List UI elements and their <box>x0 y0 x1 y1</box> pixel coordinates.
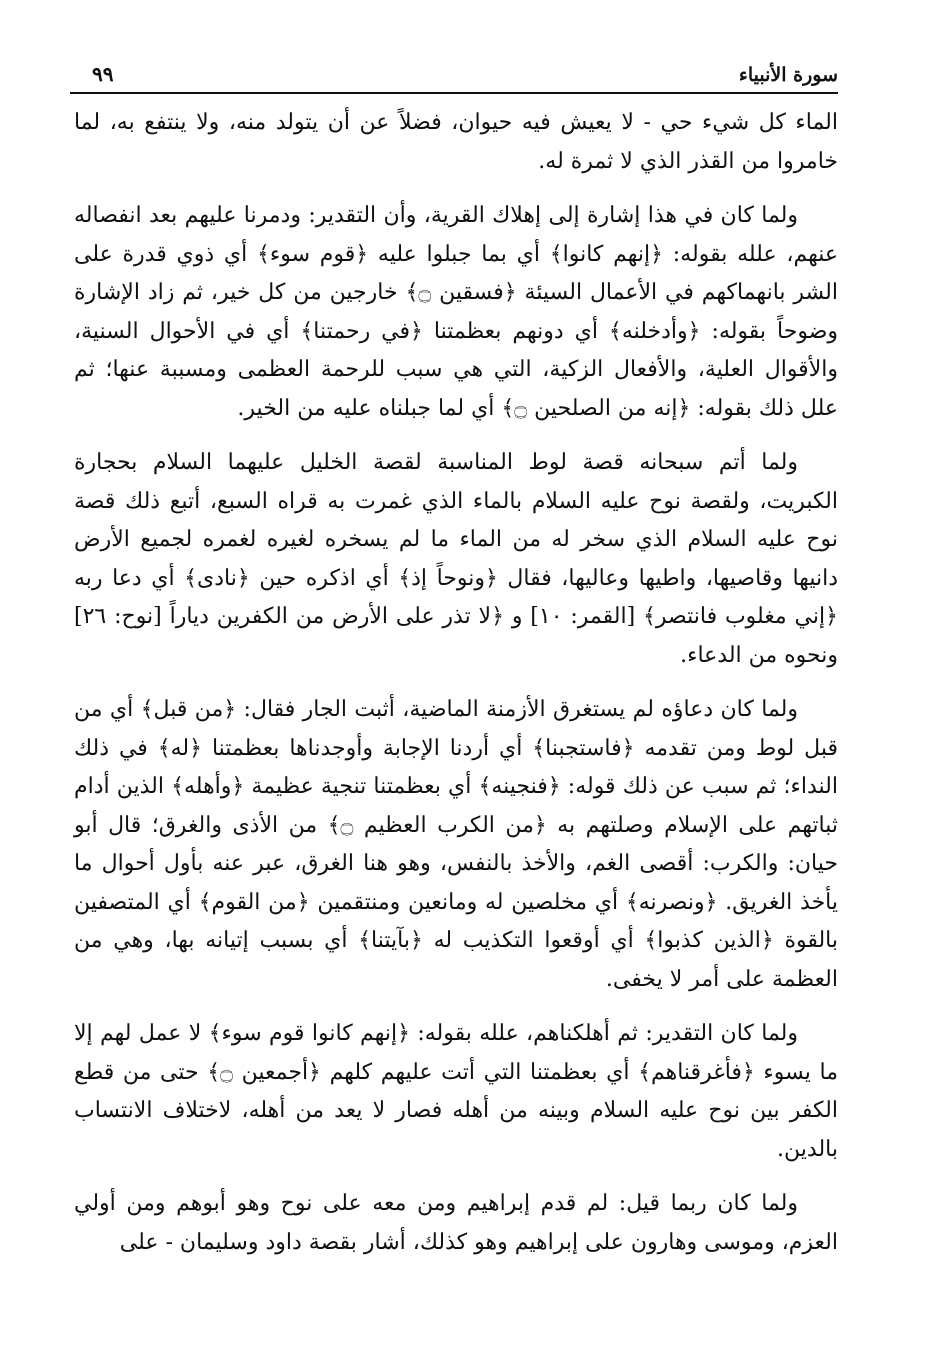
main-text <box>74 104 838 1278</box>
paragraph: ولما أتم سبحانه قصة لوط المناسبة لقصة الخليل عليهما السلام بحجارة الكبريت، ولقصة نوح عليه السلام بالماء الذي غمرت به قراه السبع، أتبع ذلك قصة نوح عليه السلام الذي سخر له من الماء ما لم يسخره لغيره لغمره لجميع الأرض دانيها وقاصيها، واطيها وعاليها، فقال ﴿ونوحاً إذ﴾ أي اذكره حين ﴿نادى﴾ أي دعا ربه ﴿إني مغلوب فانتصر﴾ [القمر: ١٠] و ﴿لا تذر على الأرض من الكفرين دياراً [نوح: ٢٦] ونحوه من الدعاء. <box>74 450 838 668</box>
page-number: ٩٩ <box>92 62 114 86</box>
paragraph: ولما كان في هذا إشارة إلى إهلاك القرية، وأن التقدير: ودمرنا عليهم بعد انفصاله عنهم، علله بقوله: ﴿إنهم كانوا﴾ أي بما جبلوا عليه ﴿قوم سوء﴾ أي ذوي قدرة على الشر بانهماكهم في الأعمال السيئة ﴿فسقين ۝﴾ خارجين من كل خير، ثم زاد الإشارة وضوحاً بقوله: ﴿وأدخلنه﴾ أي دونهم بعظمتنا ﴿في رحمتنا﴾ أي في الأحوال السنية، والأقوال العلية، والأفعال الزكية، التي هي سبب للرحمة العظمى ومسببة عنها؛ ثم علل ذلك بقوله: ﴿إنه من الصلحين ۝﴾ أي لما جبلناه عليه من الخير. <box>74 203 838 421</box>
paragraph: ولما كان ربما قيل: لم قدم إبراهيم ومن معه على نوح وهو أبوهم ومن أولي العزم، وموسى وهارون على إبراهيم وهو كذلك، أشار بقصة داود وسليمان - على <box>74 1191 838 1255</box>
paragraph: الماء كل شيء حي - لا يعيش فيه حيوان، فضلاً عن أن يتولد منه، ولا ينتفع به، لما خامروا من القذر الذي لا ثمرة له. <box>74 110 838 174</box>
running-title: سورة الأنبياء <box>738 64 838 86</box>
page-header <box>70 58 838 94</box>
paragraph: ولما كان التقدير: ثم أهلكناهم، علله بقوله: ﴿إنهم كانوا قوم سوء﴾ لا عمل لهم إلا ما يسوء ﴿فأغرقناهم﴾ أي بعظمتنا التي أتت عليهم كلهم ﴿أجمعين ۝﴾ حتى من قطع الكفر بين نوح عليه السلام وبينه من أهله فصار لا يعد من أهله، لاختلاف الانتساب بالدين. <box>74 1021 838 1162</box>
paragraph: ولما كان دعاؤه لم يستغرق الأزمنة الماضية، أثبت الجار فقال: ﴿من قبل﴾ أي من قبل لوط ومن تقدمه ﴿فاستجبنا﴾ أي أردنا الإجابة وأوجدناها بعظمتنا ﴿له﴾ في ذلك النداء؛ ثم سبب عن ذلك قوله: ﴿فنجينه﴾ أي بعظمتنا تنجية عظيمة ﴿وأهله﴾ الذين أدام ثباتهم على الإسلام وصلتهم به ﴿من الكرب العظيم ۝﴾ من الأذى والغرق؛ قال أبو حيان: والكرب: أقصى الغم، والأخذ بالنفس، وهو هنا الغرق، عبر عنه بأول أحوال ما يأخذ الغريق. ﴿ونصرنه﴾ أي مخلصين له ومانعين ومنتقمين ﴿من القوم﴾ أي المتصفين بالقوة ﴿الذين كذبوا﴾ أي أوقعوا التكذيب له ﴿بآيتنا﴾ أي بسبب إتيانه بها، وهي من العظمة على أمر لا يخفى. <box>74 697 839 992</box>
